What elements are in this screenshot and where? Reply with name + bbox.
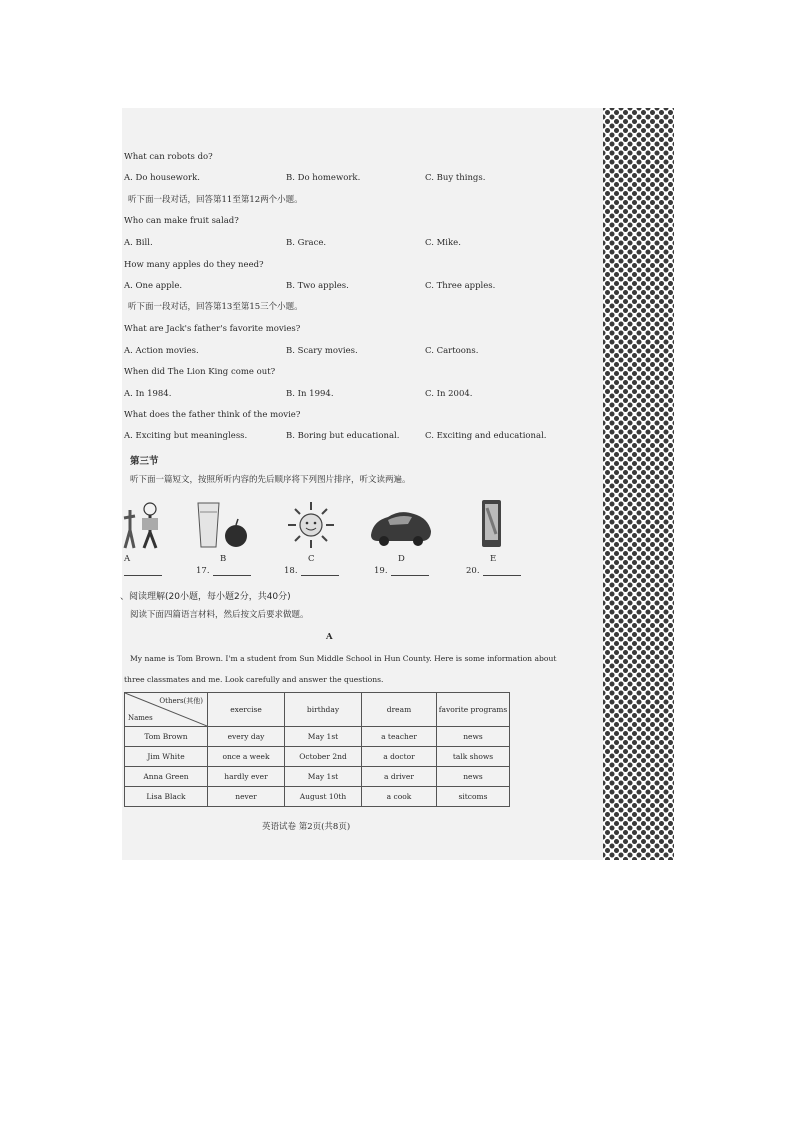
option-b: B. Scary movies. <box>286 346 358 356</box>
table-cell: a driver <box>362 767 437 787</box>
question-stem: When did The Lion King come out? <box>124 367 276 377</box>
instruction-q11-12: 听下面一段对话，回答第11至第12两个小题。 <box>128 195 303 205</box>
option-c: C. In 2004. <box>425 389 473 399</box>
option-a: A. In 1984. <box>124 389 172 399</box>
question-stem: What does the father think of the movie? <box>124 410 301 420</box>
option-b: B. Two apples. <box>286 281 349 291</box>
reading-section-title: 、阅读理解(20小题，每小题2分，共40分) <box>120 592 291 602</box>
corner-label-names: Names <box>128 714 153 722</box>
column-header: favorite programs <box>437 693 510 727</box>
passage-line: My name is Tom Brown. I'm a student from Sun Middle School in Hun County. Here is some information about <box>130 654 557 663</box>
reading-instruction: 阅读下面四篇语言材料，然后按文后要求做题。 <box>130 610 309 620</box>
question-stem: Who can make fruit salad? <box>124 216 239 226</box>
instruction-q13-15: 听下面一段对话，回答第13至第15三个小题。 <box>128 302 303 312</box>
info-table <box>124 692 510 807</box>
name-cell: Anna Green <box>125 767 208 787</box>
table-cell: once a week <box>208 747 285 767</box>
table-cell: news <box>437 767 510 787</box>
column-header: dream <box>362 693 437 727</box>
table-cell: May 1st <box>285 727 362 747</box>
question-stem: What can robots do? <box>124 152 213 162</box>
option-b: B. Do homework. <box>286 173 361 183</box>
section-instruction: 听下面一篇短文，按照所听内容的先后顺序将下列图片排序，听文读两遍。 <box>130 475 411 485</box>
answer-blank[interactable] <box>284 566 339 576</box>
name-cell: Tom Brown <box>125 727 208 747</box>
option-b: B. Grace. <box>286 238 327 248</box>
option-a: A. Do housework. <box>124 173 200 183</box>
option-b: B. In 1994. <box>286 389 334 399</box>
children-picture <box>122 500 164 550</box>
table-cell: October 2nd <box>285 747 362 767</box>
option-c: C. Three apples. <box>425 281 496 291</box>
table-cell: every day <box>208 727 285 747</box>
blank-number: 18. <box>284 566 298 576</box>
table-row <box>125 747 510 767</box>
column-header: exercise <box>208 693 285 727</box>
sun-picture <box>286 500 336 550</box>
table-cell: sitcoms <box>437 787 510 807</box>
table-cell: a teacher <box>362 727 437 747</box>
name-cell: Lisa Black <box>125 787 208 807</box>
table-cell: news <box>437 727 510 747</box>
page-footer: 英语试卷 第2页(共8页) <box>262 822 351 832</box>
table-corner-cell <box>125 693 208 727</box>
table-cell: a doctor <box>362 747 437 767</box>
option-a: A. Bill. <box>124 238 153 248</box>
answer-blank[interactable] <box>124 566 162 576</box>
passage-heading: A <box>326 632 333 642</box>
table-row <box>125 787 510 807</box>
passage-line: three classmates and me. Look carefully and answer the questions. <box>124 675 384 684</box>
picture-label-a: A <box>124 554 131 564</box>
table-cell: never <box>208 787 285 807</box>
option-a: A. Exciting but meaningless. <box>124 431 248 441</box>
table-cell: a cook <box>362 787 437 807</box>
picture-label-b: B <box>220 554 227 564</box>
blank-number: 20. <box>466 566 480 576</box>
name-cell: Jim White <box>125 747 208 767</box>
table-row <box>125 727 510 747</box>
column-header: birthday <box>285 693 362 727</box>
glass-and-apple-picture <box>193 500 253 550</box>
option-a: A. One apple. <box>124 281 183 291</box>
table-cell: talk shows <box>437 747 510 767</box>
question-stem: What are Jack's father's favorite movies? <box>124 324 301 334</box>
option-c: C. Mike. <box>425 238 461 248</box>
picture-label-d: D <box>398 554 405 564</box>
table-cell: hardly ever <box>208 767 285 787</box>
blank-number: 19. <box>374 566 388 576</box>
option-c: C. Exciting and educational. <box>425 431 547 441</box>
option-c: C. Buy things. <box>425 173 486 183</box>
table-cell: May 1st <box>285 767 362 787</box>
section-title: 第三节 <box>130 456 159 467</box>
picture-label-e: E <box>490 554 497 564</box>
picture-label-c: C <box>308 554 315 564</box>
answer-blank[interactable] <box>466 566 521 576</box>
corner-label-others: Others(其他) <box>159 697 203 705</box>
answer-blank[interactable] <box>196 566 251 576</box>
checker-pattern-strip <box>603 108 674 860</box>
table-cell: August 10th <box>285 787 362 807</box>
answer-blank[interactable] <box>374 566 429 576</box>
question-stem: How many apples do they need? <box>124 260 264 270</box>
option-b: B. Boring but educational. <box>286 431 400 441</box>
table-row <box>125 767 510 787</box>
car-picture <box>368 505 434 547</box>
option-c: C. Cartoons. <box>425 346 479 356</box>
blank-number: 17. <box>196 566 210 576</box>
option-a: A. Action movies. <box>124 346 199 356</box>
phone-picture <box>480 498 504 550</box>
